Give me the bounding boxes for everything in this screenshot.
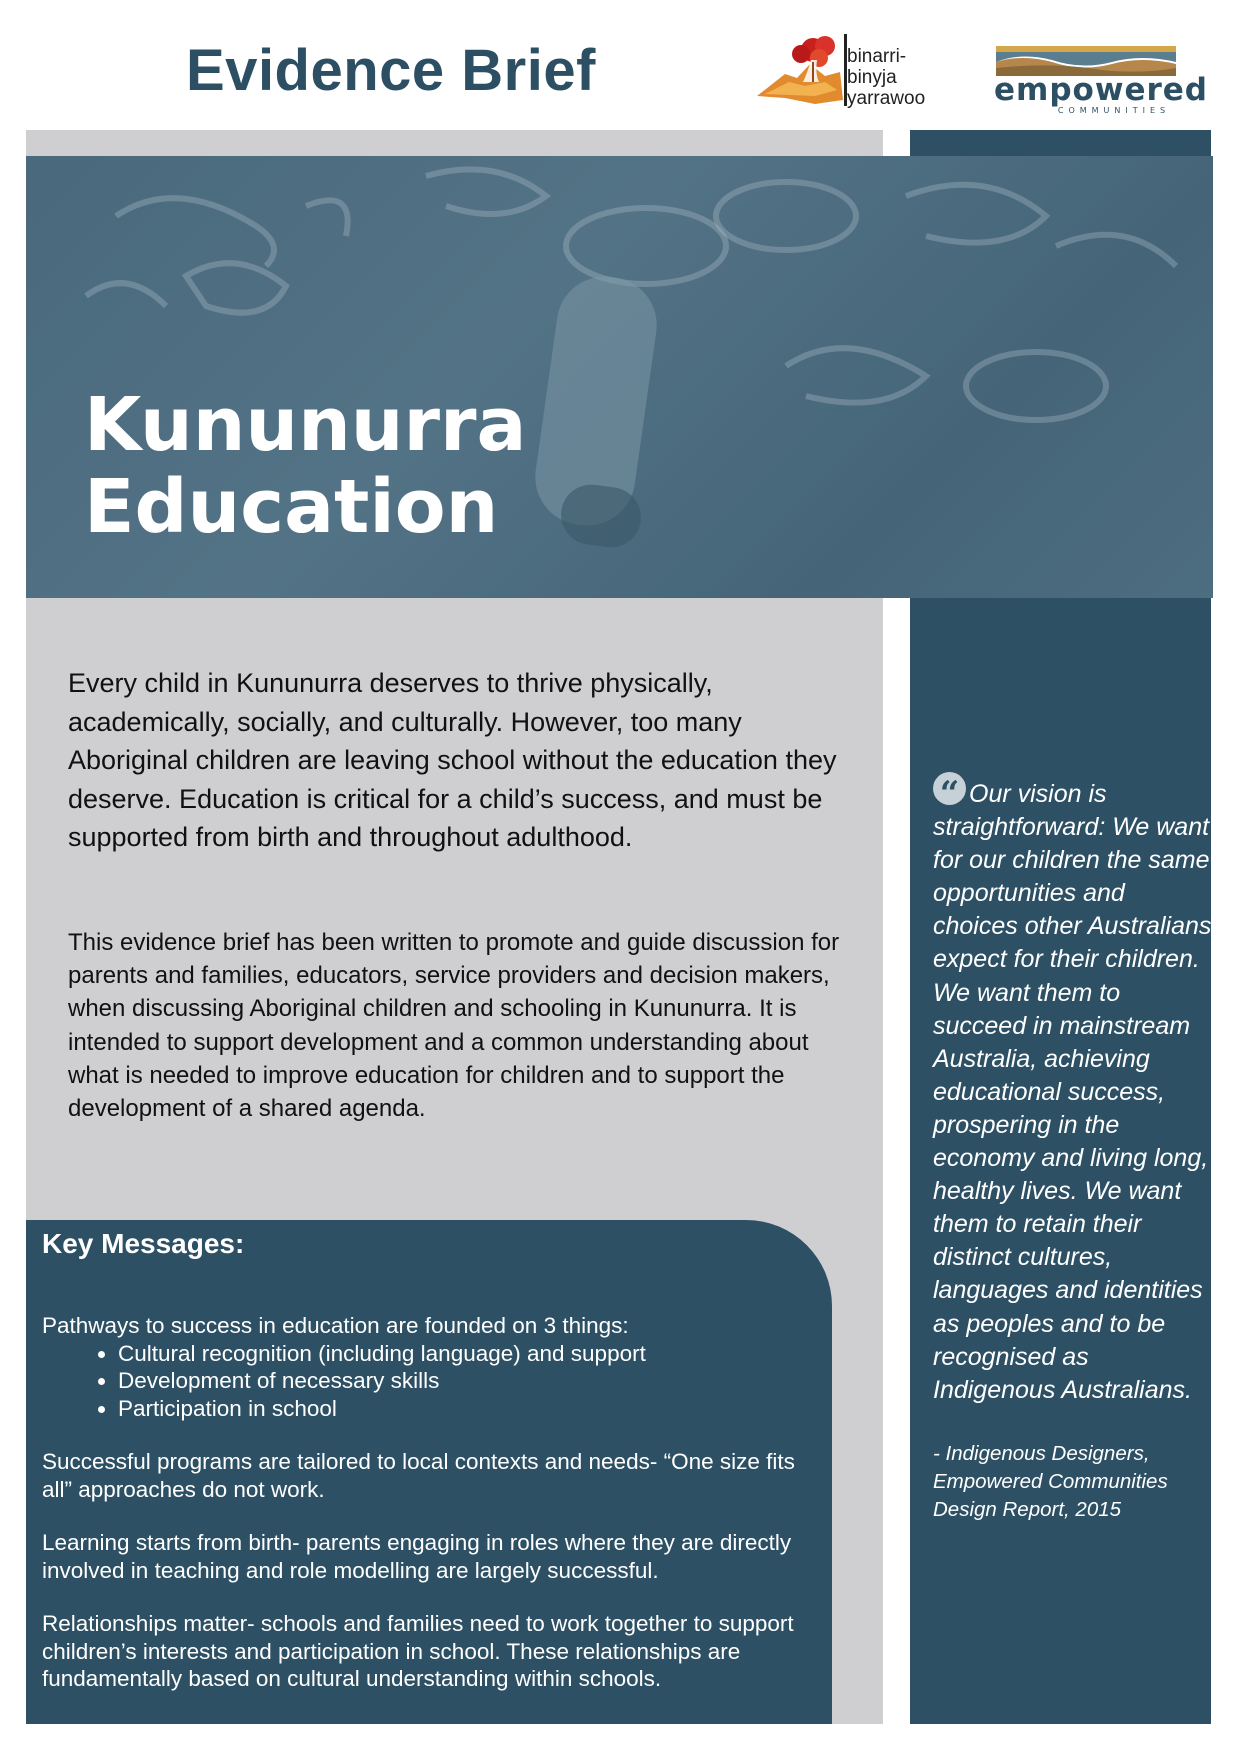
key-messages-box (26, 1220, 832, 1724)
purpose-paragraph: This evidence brief has been written to promote and guide discussion for parents and families, educators, service providers and decision makers, when discussing Aboriginal children and schooling in Kununurra. It is intended to support development and a common understanding about what is needed to improve education for children and to support the development of a shared agenda. (68, 929, 840, 1123)
key-message-paragraph: Successful programs are tailored to local contexts and needs- “One size fits all” approaches do not work. (42, 1449, 795, 1502)
key-messages-title: Key Messages: (42, 1228, 245, 1259)
pathways-intro: Pathways to success in education are founded on 3 things: (42, 1313, 629, 1338)
attribution-line: Design Report, 2015 (933, 1498, 1122, 1521)
quote-text: Our vision is straightforward: We want for our children the same opportunities and choices other Australians expect for their children. We want them to succeed in mainstream Australia, achieving educational success, prospering in the economy and living long, healthy lives. We want them to retain their distinct cultures, languages and identities as peoples and to be recognised as Indigenous Australians. (933, 780, 1212, 1404)
list-item: • Participation in school (118, 1395, 802, 1423)
logo-text-line: binyja (847, 67, 897, 88)
logo-text-line: yarrawoo (847, 88, 926, 109)
binarri-binyja-yarrawoo-logo (755, 34, 955, 114)
key-messages-body (42, 1312, 802, 1693)
attribution-line: - Indigenous Designers, (933, 1442, 1150, 1465)
logo-subtitle: COMMUNITIES (1057, 106, 1171, 115)
quote-icon: “ (933, 772, 966, 805)
list-item: • Development of necessary skills (118, 1367, 802, 1395)
hero-title-line: Education (84, 464, 499, 550)
boab-tree-icon (755, 34, 855, 114)
key-message-paragraph: Relationships matter- schools and families need to work together to support children’s interests and participation in school. These relationships are fundamentally based on cultural understanding within schools. (42, 1611, 794, 1691)
hero-banner (26, 156, 1213, 598)
logo-wordmark: empowered (994, 72, 1208, 108)
attribution-line: Empowered Communities (933, 1470, 1168, 1493)
key-message-paragraph: Learning starts from birth- parents engaging in roles where they are directly involved in teaching and role modelling are largely successful. (42, 1530, 792, 1583)
document-title: Evidence Brief (186, 38, 596, 103)
quote-attribution (933, 1440, 1211, 1524)
empowered-communities-logo (992, 44, 1208, 120)
hero-title-line: Kununurra (84, 382, 527, 468)
logo-text-line: binarri- (847, 46, 907, 67)
list-item: • Cultural recognition (including language) and support (118, 1340, 802, 1368)
intro-paragraph: Every child in Kununurra deserves to thrive physically, academically, socially, and culturally. However, too many Aboriginal children are leaving school without the education they deserve. Education is critical for a child’s success, and must be supported from birth and throughout adulthood. (68, 668, 837, 852)
hero-title (84, 384, 526, 548)
pathways-list (42, 1340, 802, 1423)
